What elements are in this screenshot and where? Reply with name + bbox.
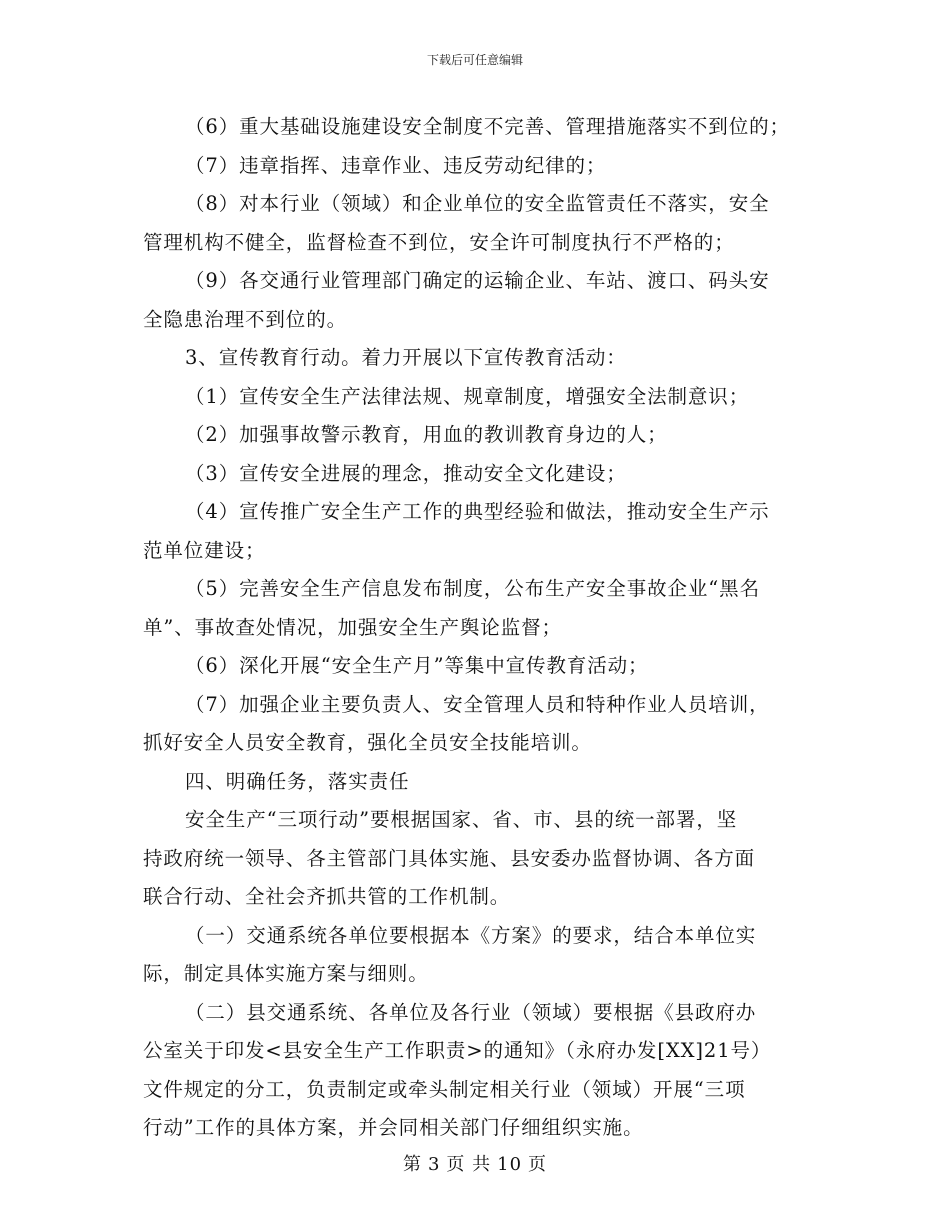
section-4-heading	[143, 763, 809, 802]
section-4-intro	[143, 801, 809, 917]
text-line: 范单位建设；	[143, 538, 266, 562]
text-line: 抓好安全人员安全教育，强化全员安全技能培训。	[143, 731, 592, 754]
text-line: （1）宣传安全生产法律法规、规章制度，增强安全法制意识；	[185, 384, 750, 408]
text-line: （6）深化开展“安全生产月”等集中宣传教育活动；	[185, 654, 649, 677]
text-line: 公室关于印发<县安全生产工作职责>的通知》（永府办发[XX]21号）	[143, 1039, 772, 1062]
current-page-number: 3	[427, 1154, 441, 1175]
list-item-2-warning-education	[143, 416, 809, 455]
list-item-6-major-infrastructure	[143, 108, 809, 147]
text-line: 3、宣传教育行动。着力开展以下宣传教育活动：	[185, 346, 627, 369]
text-line: （二）县交通系统、各单位及各行业（领域）要根据《县政府办	[185, 1000, 757, 1024]
total-page-count: 10	[497, 1154, 523, 1175]
list-item-7-violations	[143, 147, 809, 186]
text-line: （5）完善安全生产信息发布制度，公布生产安全事故企业“黑名	[185, 577, 760, 600]
footer-suffix: 页	[528, 1154, 548, 1175]
document-body	[143, 108, 809, 1148]
section-3-publicity-heading	[143, 339, 809, 378]
text-line: （6）重大基础设施建设安全制度不完善、管理措施落实不到位的；	[185, 115, 790, 138]
text-line: （8）对本行业（领域）和企业单位的安全监管责任不落实，安全	[185, 192, 770, 215]
text-line: 全隐患治理不到位的。	[143, 307, 348, 331]
text-line: （2）加强事故警示教育，用血的教训教育身边的人；	[185, 423, 668, 446]
footer-prefix: 第	[402, 1154, 422, 1175]
list-item-5-information-release	[143, 570, 809, 647]
list-item-3-safety-culture	[143, 455, 809, 494]
text-line: 行动”工作的具体方案，并会同相关部门仔细组织实施。	[143, 1116, 644, 1139]
text-line: 四、明确任务，落实责任	[185, 769, 410, 793]
list-item-6-safety-month	[143, 647, 809, 686]
text-line: 际，制定具体实施方案与细则。	[143, 962, 429, 985]
text-line: （4）宣传推广安全生产工作的典型经验和做法，推动安全生产示	[185, 500, 770, 523]
text-line: （3）宣传安全进展的理念，推动安全文化建设；	[185, 461, 627, 485]
text-line: （9）各交通行业管理部门确定的运输企业、车站、渡口、码头安	[185, 269, 770, 292]
list-item-9-transport-hazards	[143, 262, 809, 339]
text-line: 联合行动、全社会齐抓共管的工作机制。	[143, 885, 511, 908]
text-line: 持政府统一领导、各主管部门具体实施、县安委办监督协调、各方面	[143, 846, 756, 870]
text-line: 安全生产“三项行动”要根据国家、省、市、县的统一部署，坚	[185, 808, 738, 831]
text-line: 文件规定的分工，负责制定或牵头制定相关行业（领域）开展“三项	[143, 1077, 746, 1101]
page-header-note: 下载后可任意编辑	[426, 53, 523, 67]
list-item-1-laws	[143, 378, 809, 417]
footer-mid: 页 共	[446, 1154, 492, 1175]
task-item-2	[143, 994, 809, 1148]
text-line: 管理机构不健全，监督检查不到位，安全许可制度执行不严格的；	[143, 230, 735, 254]
task-item-1	[143, 917, 809, 994]
page-number-footer	[0, 1154, 950, 1176]
text-line: 单”、事故查处情况，加强安全生产舆论监督；	[143, 615, 562, 639]
text-line: （一）交通系统各单位要根据本《方案》的要求，结合本单位实	[185, 923, 757, 947]
text-line: （7）违章指挥、违章作业、违反劳动纪律的；	[185, 153, 607, 177]
list-item-7-training	[143, 686, 809, 763]
list-item-4-demonstration	[143, 493, 809, 570]
text-line: （7）加强企业主要负责人、安全管理人员和特种作业人员培训，	[185, 692, 770, 716]
list-item-8-supervision	[143, 185, 809, 262]
